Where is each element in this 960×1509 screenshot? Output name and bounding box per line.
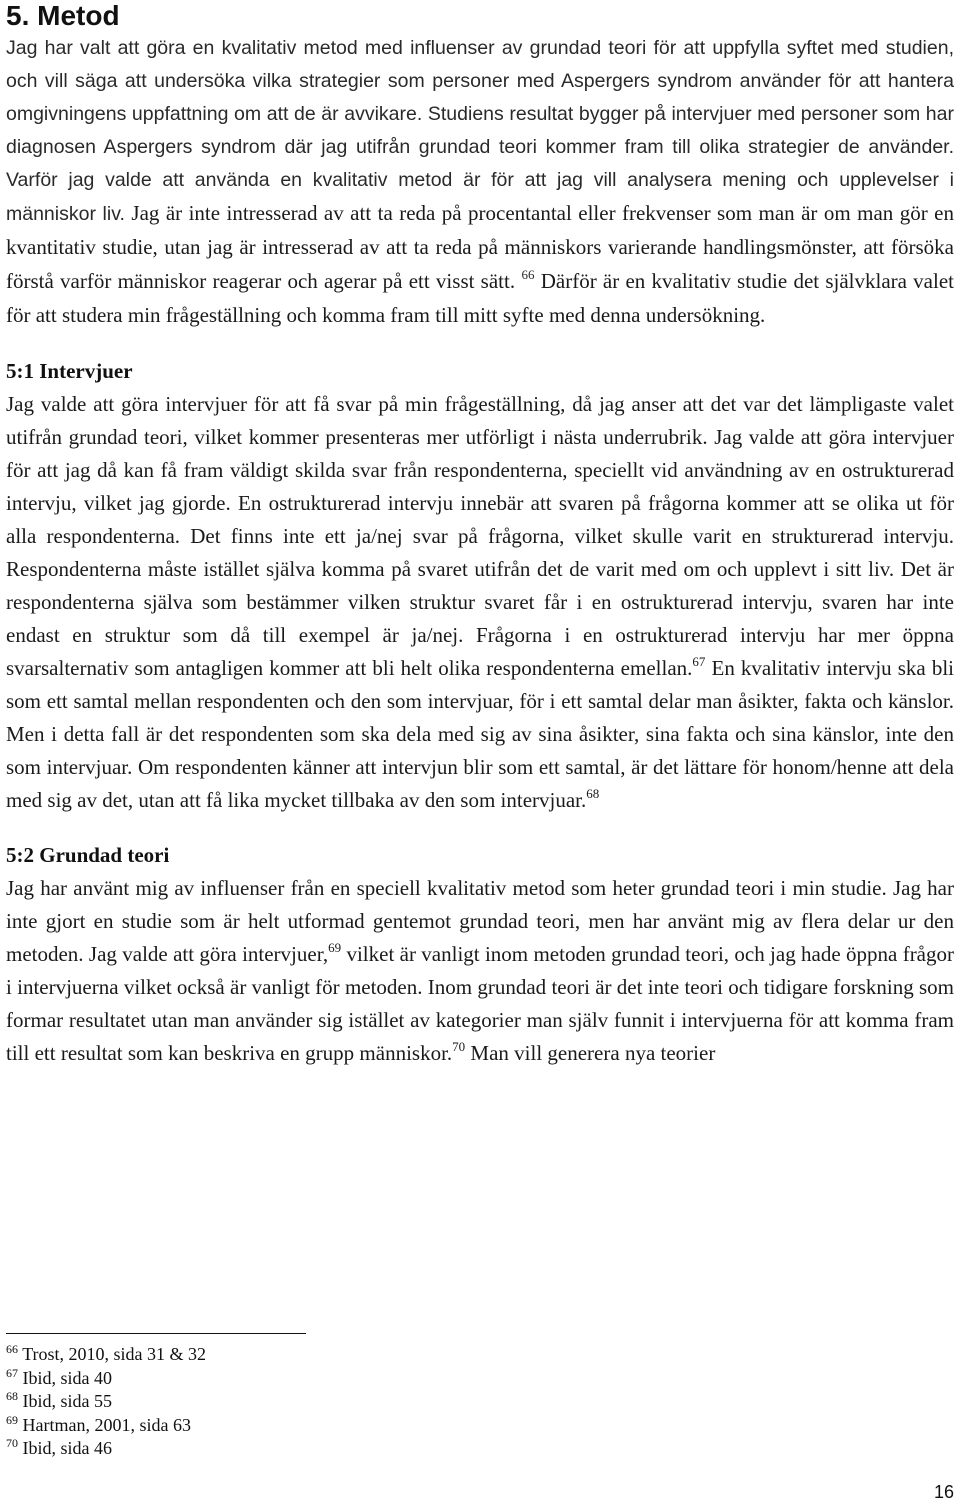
subheading-interviews: 5:1 Intervjuer — [6, 359, 133, 383]
section-heading: 5. Metod — [6, 0, 120, 31]
intro-sentence-d: Jag är inte intresserad av att ta reda på procentantal eller frekvenser som man är om man gör en kvantitativ studie, utan jag är intresserad av att ta reda på människors varierande handlingsmönster, att försöka förstå varför människor reagerar och agerar på ett visst sätt. — [6, 201, 954, 293]
footnote-68 — [6, 1390, 206, 1414]
footnote-text: Hartman, 2001, sida 63 — [22, 1414, 191, 1435]
intro-sentence-b: Studiens resultat bygger på intervjuer med personer som har diagnosen Aspergers syndrom där jag utifrån grundad teori kommer fram till olika strategier de använder. — [6, 103, 954, 158]
footnote-text: Ibid, sida 46 — [22, 1438, 112, 1458]
grounded-paragraph — [6, 872, 954, 1070]
footnotes — [6, 1343, 206, 1461]
footnote-text: Trost, 2010, sida 31 & 32 — [22, 1344, 207, 1364]
subheading-grounded-theory: 5:2 Grundad teori — [6, 843, 170, 867]
grounded-text-c: Man vill generera nya teorier — [465, 1041, 716, 1065]
interviews-text-b: En kvalitativ intervju ska bli som ett samtal mellan respondenten och den som intervjuar, för i ett samtal delar man åsikter, fakta och känslor. Men i detta fall är det respondenten som ska dela med sig av sina åsikter, sina fakta och sina känslor, inte den som intervjuar. Om respondenten känner att intervjun blir som ett samtal, är det lättare för honom/henne att dela med sig av det, utan att få lika mycket tillbaka av den som intervjuar. — [6, 656, 955, 812]
intro-sentence-a: Jag har valt att göra en kvalitativ metod med influenser av grundad teori för att uppfylla syftet med studien, och vill säga att undersöka vilka strategier som personer med Aspergers syndrom använder för att hantera omgivningens uppfattning om att de är avvikare. — [6, 37, 954, 125]
footnote-number: 66 — [6, 1342, 18, 1356]
interviews-text-a: Jag valde att göra intervjuer för att få svar på min frågeställning, då jag anser att det var det lämpligaste valet utifrån grundad teori, vilket kommer presenteras mer utförligt i nästa underrubrik. Jag valde att göra intervjuer för att jag då kan få fram väldigt skilda svar från respondenterna, speciellt vid användning av en ostrukturerad intervju, vilket jag gjorde. En ostrukturerad intervju innebär att svaren på frågorna kommer att se olika ut för alla respondenterna. Det finns inte ett ja/nej svar på frågorna, vilket skulle varit en strukturerad intervju. Respondenterna måste istället själva komma på svaret utifrån det de varit med om och upplevt i sitt liv. Det är respondenterna själva som bestämmer vilken struktur svaret får i en ostrukturerad intervju, svaren har inte endast en struktur som då till exempel är ja/nej. Frågorna i en ostrukturerad intervju har mer öppna svarsalternativ som antagligen kommer att bli helt olika respondenterna emellan. — [6, 392, 954, 680]
intro-conclusion: Därför är en kvalitativ studie det självklara valet för att studera min frågeställning och komma fram till mitt syfte med denna undersökning. — [6, 269, 954, 327]
footnote-text: Ibid, sida 40 — [22, 1367, 112, 1388]
footnote-ref-70: 70 — [452, 1039, 466, 1054]
footnote-ref-67: 67 — [692, 654, 706, 669]
intro-paragraph — [6, 32, 954, 333]
intro-sentence-c: Varför jag valde att använda en kvalitativ metod är för att jag vill analysera mening och upplevelser i människor liv. — [6, 169, 954, 225]
grounded-text-a: Jag har använt mig av influenser från en speciell kvalitativ metod som heter grundad teori i min studie. Jag har inte gjort en studie som är helt utformad gentemot grundad teori, men har använt mig av flera delar ur den metoden. Jag valde att göra intervjuer, — [6, 876, 954, 966]
footnote-ref-69: 69 — [328, 940, 342, 955]
footnote-number: 70 — [6, 1436, 18, 1450]
page-number: 16 — [933, 1482, 954, 1502]
footnote-ref-68: 68 — [586, 786, 600, 801]
footnote-67 — [6, 1367, 206, 1391]
document-page — [6, 0, 954, 1070]
footnote-70 — [6, 1437, 206, 1461]
footnote-66 — [6, 1343, 206, 1367]
footnote-ref-66: 66 — [521, 267, 535, 282]
footnote-69 — [6, 1414, 206, 1438]
footnote-number: 69 — [6, 1412, 18, 1427]
grounded-text-b: vilket är vanligt inom metoden grundad teori, och jag hade öppna frågor i intervjuerna vilket också är vanligt för metoden. Inom grundad teori är det inte teori och tidigare forskning som formar resultatet utan man använder sig istället av kategorier man själv funnit i intervjuerna för att komma fram till ett resultat som kan beskriva en grupp människor. — [6, 942, 954, 1065]
footnote-text: Ibid, sida 55 — [22, 1391, 112, 1411]
footnote-number: 67 — [6, 1365, 18, 1380]
interviews-paragraph — [6, 388, 954, 817]
footnote-divider — [6, 1333, 306, 1334]
footnote-number: 68 — [6, 1389, 18, 1403]
